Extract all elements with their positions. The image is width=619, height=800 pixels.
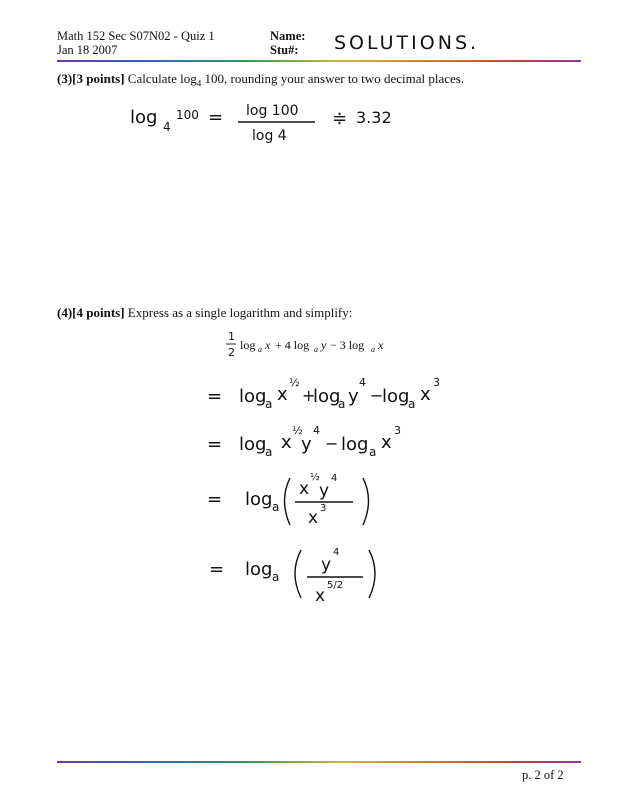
step3-base: a (272, 500, 280, 514)
step3-left-paren (285, 478, 291, 525)
q3-prompt (57, 71, 464, 89)
step3-equals: = (207, 489, 223, 510)
step4-den-exp-five-half: 5/2 (327, 580, 344, 591)
q3-lhs-arg: 100 (176, 108, 199, 122)
step3-num-exp-half: ½ (310, 472, 320, 483)
q4-points: [4 points] (72, 305, 125, 320)
q3-prompt-sub: 4 (196, 78, 202, 89)
step1-exp-four: 4 (359, 376, 366, 389)
q3-lhs-sub: 4 (163, 120, 171, 134)
step1-log2: log (313, 386, 341, 407)
q4-t3-arg: x (378, 338, 384, 352)
q3-prompt-post: 100, rounding your answer to two decimal places. (201, 71, 465, 86)
q4-prompt-text: Express as a single logarithm and simplify: (127, 305, 353, 320)
step2-exp-half: ½ (292, 424, 303, 437)
step4-num-exp-four: 4 (333, 547, 340, 558)
q3-lhs-log: log (130, 107, 158, 128)
q4-prompt (57, 305, 352, 321)
step4-log: log (245, 559, 273, 580)
step2-y: y (301, 434, 312, 455)
step3-num-y: y (319, 481, 330, 501)
step1-y: y (348, 386, 359, 407)
page-number: p. 2 of 2 (522, 768, 564, 782)
step3-right-paren (363, 478, 369, 525)
step4-den-x: x (315, 586, 326, 606)
step3-num-exp-four: 4 (331, 473, 338, 484)
q4-work-handwritten (195, 370, 485, 630)
q4-frac-den: 2 (228, 346, 235, 359)
footer-rule (57, 761, 581, 763)
step2-log2: log (341, 434, 369, 455)
step1-exp-half: ½ (289, 376, 300, 389)
q3-points: [3 points] (72, 71, 125, 86)
q3-approx: ≑ (332, 108, 348, 129)
q4-t2-arg: y (321, 338, 327, 352)
step1-equals: = (207, 386, 223, 407)
q3-equals: = (208, 107, 224, 128)
quiz-date: Jan 18 2007 (57, 43, 118, 57)
q4-expression (225, 328, 405, 364)
step4-left-paren (295, 550, 301, 598)
step1-base1: a (265, 397, 273, 411)
q4-frac-num: 1 (228, 330, 235, 343)
step1-plus: + (302, 386, 316, 405)
q4-t3-base: a (371, 345, 375, 354)
step2-exp-three: 3 (394, 424, 401, 437)
q4-t1-arg: x (265, 338, 271, 352)
q3-prompt-pre: Calculate log (127, 71, 197, 86)
q3-number: (3) (57, 71, 73, 86)
q3-result: 3.32 (356, 108, 392, 127)
course-title: Math 152 Sec S07N02 - Quiz 1 (57, 29, 215, 43)
step1-x3: x (420, 384, 431, 405)
q4-t2-coef: + 4 log (275, 338, 310, 352)
student-number-label: Stu#: (270, 43, 299, 57)
q3-numerator: log 100 (246, 103, 299, 119)
q4-t2-base: a (314, 345, 318, 354)
q4-t1-base: a (258, 345, 262, 354)
step2-base1: a (265, 445, 273, 459)
step3-den-exp-three: 3 (320, 503, 327, 514)
q4-t3-coef: − 3 log (330, 338, 365, 352)
step2-minus: − (325, 434, 339, 453)
header-rule (57, 60, 581, 62)
step1-minus: − (370, 386, 384, 405)
step4-equals: = (209, 559, 225, 580)
step3-log: log (245, 489, 273, 510)
q3-denominator: log 4 (252, 128, 287, 144)
step2-equals: = (207, 434, 223, 455)
q4-t1-log: log (240, 338, 256, 352)
step1-exp-three: 3 (433, 376, 440, 389)
step1-base3: a (408, 397, 416, 411)
step4-base: a (272, 570, 280, 584)
name-value-handwritten: SOLUTIONS. (334, 32, 480, 54)
step2-x: x (281, 432, 292, 453)
step1-log3: log (382, 386, 410, 407)
step3-den-x: x (308, 508, 319, 528)
q4-number: (4) (57, 305, 73, 320)
step2-log1: log (239, 434, 267, 455)
step1-base2: a (338, 397, 346, 411)
step3-num-x: x (299, 479, 310, 499)
step1-log1: log (239, 386, 267, 407)
step2-exp-four: 4 (313, 424, 320, 437)
step1-x: x (277, 384, 288, 405)
name-label: Name: (270, 29, 306, 43)
step4-num-y: y (321, 555, 332, 575)
step4-right-paren (369, 550, 375, 598)
step2-x3: x (381, 432, 392, 453)
step2-base2: a (369, 445, 377, 459)
q3-work-handwritten (120, 95, 420, 155)
